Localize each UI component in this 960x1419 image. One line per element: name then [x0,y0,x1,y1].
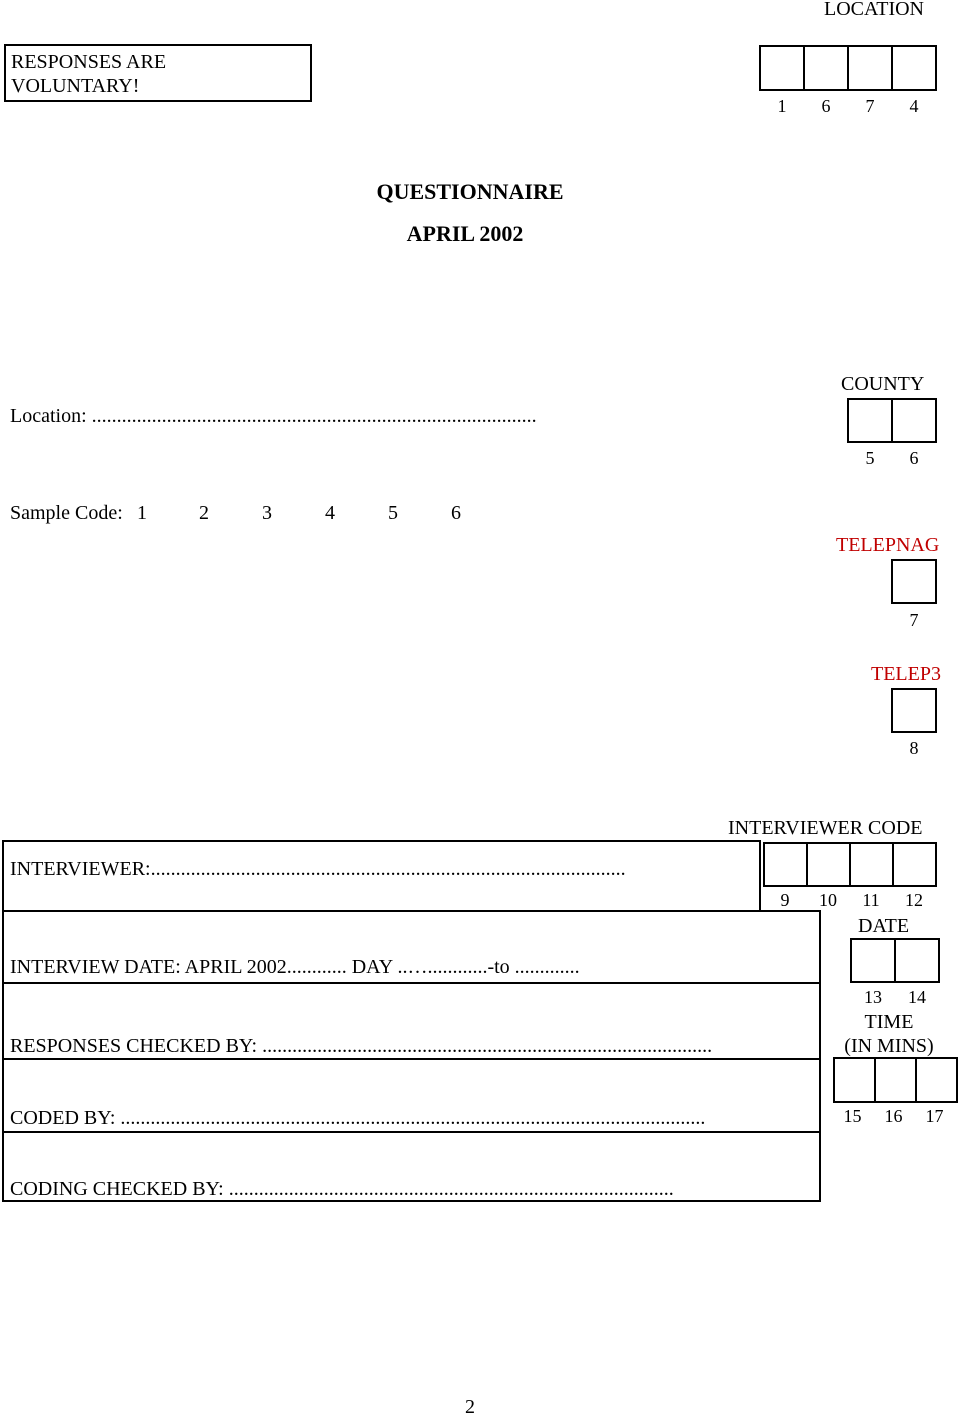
sample-code-option[interactable]: 3 [262,502,272,524]
date-box-2[interactable] [894,938,940,983]
date-box-1[interactable] [850,938,896,983]
location-label: LOCATION [824,0,924,20]
voluntary-notice-box [4,44,312,102]
sample-code-option[interactable]: 1 [137,502,147,524]
county-label: COUNTY [841,373,925,395]
location-code-box-3[interactable] [847,45,893,91]
sample-code-option[interactable]: 4 [325,502,335,524]
location-code-box-1[interactable] [759,45,805,91]
time-label: TIME [864,1011,914,1033]
interviewer-code-digit: 11 [862,890,880,910]
time-box-1[interactable] [833,1057,876,1103]
interview-date-field[interactable]: INTERVIEW DATE: APRIL 2002............ DAY ..…............-to ............. [10,956,580,978]
voluntary-notice-text: RESPONSES ARE VOLUNTARY! [11,51,167,97]
date-label: DATE [858,915,910,937]
page-number: 2 [465,1396,475,1418]
location-digit: 6 [821,96,831,116]
frame-line [2,1058,821,1060]
interviewer-code-digit: 9 [780,890,790,910]
telep3-box[interactable] [891,688,937,733]
time-digit: 15 [843,1106,862,1126]
interviewer-code-box-3[interactable] [849,842,894,887]
interviewer-code-digit: 10 [819,890,837,910]
sample-code-option[interactable]: 5 [388,502,398,524]
time-unit-label: (IN MINS) [844,1035,934,1057]
location-digit: 4 [909,96,919,116]
frame-line [2,910,821,912]
telep3-label: TELEP3 [871,663,941,685]
interviewer-field[interactable]: INTERVIEWER:............................................................................................... [10,858,626,880]
frame-line [759,840,761,912]
page-title: QUESTIONNAIRE [376,179,564,204]
time-box-2[interactable] [874,1057,917,1103]
frame-line [2,840,4,1202]
location-code-box-2[interactable] [803,45,849,91]
location-code-box-4[interactable] [891,45,937,91]
date-digit: 13 [864,987,882,1007]
coding-checked-field[interactable]: CODING CHECKED BY: ......................................................................................... [10,1178,674,1200]
time-digit: 17 [925,1106,944,1126]
sample-code-option[interactable]: 6 [451,502,461,524]
frame-line [2,840,761,842]
interviewer-code-box-1[interactable] [763,842,808,887]
interviewer-code-box-4[interactable] [892,842,937,887]
sample-code-label: Sample Code: [10,502,123,524]
telepnag-digit: 7 [909,610,919,630]
date-digit: 14 [908,987,926,1007]
interviewer-code-digit: 12 [905,890,923,910]
county-digit: 6 [909,448,919,468]
responses-checked-field[interactable]: RESPONSES CHECKED BY: .......................................................................................... [10,1035,713,1057]
telepnag-label: TELEPNAG [836,534,940,556]
frame-line [2,982,821,984]
interviewer-code-box-2[interactable] [806,842,851,887]
coded-by-field[interactable]: CODED BY: ..................................................................................................................... [10,1107,706,1129]
location-digit: 1 [777,96,787,116]
time-box-3[interactable] [915,1057,958,1103]
county-box-2[interactable] [891,398,937,443]
telepnag-box[interactable] [891,559,937,604]
location-digit: 7 [865,96,875,116]
frame-line [819,910,821,1202]
telep3-digit: 8 [909,738,919,758]
interviewer-code-label: INTERVIEWER CODE [728,817,923,839]
frame-line [2,1131,821,1133]
sample-code-option[interactable]: 2 [199,502,209,524]
time-digit: 16 [884,1106,903,1126]
page-subtitle: APRIL 2002 [406,221,524,246]
county-box-1[interactable] [847,398,893,443]
county-digit: 5 [865,448,875,468]
location-field[interactable]: Location: ......................................................................................... [10,405,537,427]
